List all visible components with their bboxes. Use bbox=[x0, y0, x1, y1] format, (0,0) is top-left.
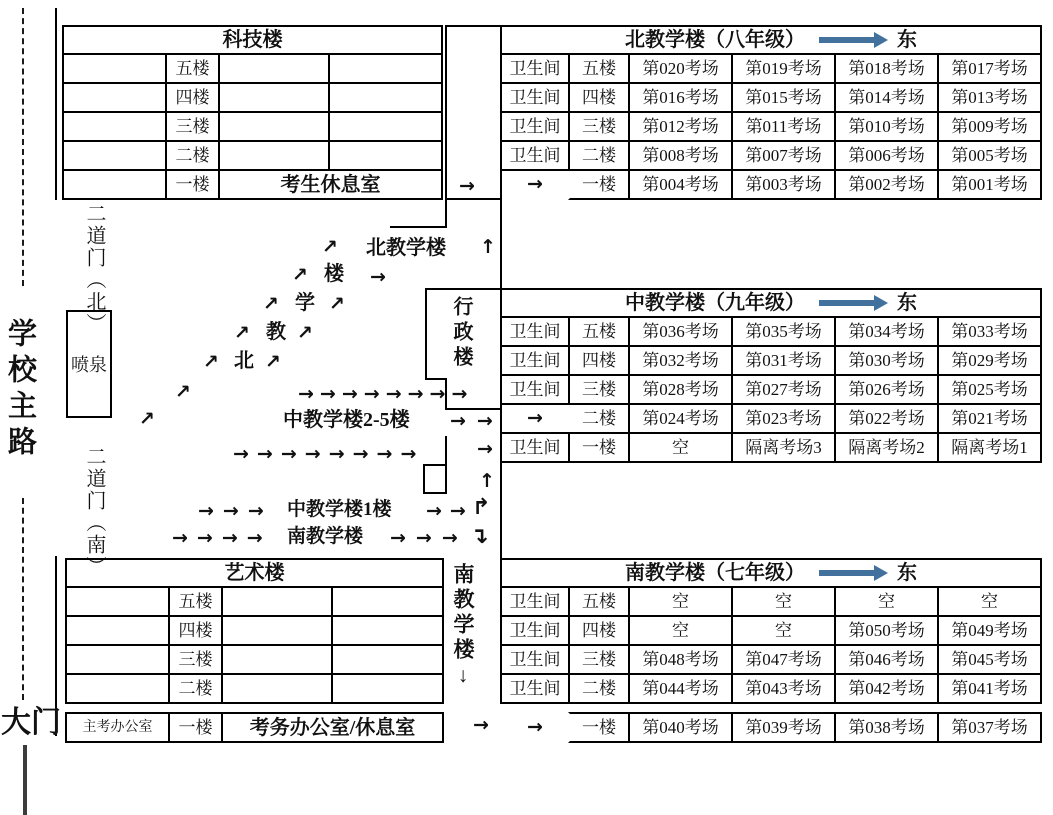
arrow-right-icon: → bbox=[441, 527, 458, 549]
arrow-right-icon: → bbox=[449, 500, 466, 522]
floor-label: 四楼 bbox=[168, 615, 223, 646]
exam-room-cell: 第049考场 bbox=[937, 615, 1042, 646]
floor-label: 五楼 bbox=[568, 586, 630, 617]
arrow-right-icon: → bbox=[233, 443, 249, 465]
east-direction-arrow bbox=[819, 37, 875, 43]
exam-room-cell: 第040考场 bbox=[628, 712, 733, 743]
exam-room-cell: 第027考场 bbox=[731, 374, 836, 405]
arrow-right-icon: → bbox=[341, 383, 358, 405]
middle-ground-approach-arrows bbox=[233, 445, 416, 464]
exam-room-cell: 空 bbox=[628, 586, 733, 617]
table-row bbox=[500, 140, 1042, 171]
exam-room-cell: 第012考场 bbox=[628, 111, 733, 142]
south-path-arrows-right bbox=[390, 529, 458, 548]
floor-label: 二楼 bbox=[168, 673, 223, 704]
floor-label: 五楼 bbox=[568, 53, 630, 84]
exam-room-cell: 第016考场 bbox=[628, 82, 733, 113]
floor-label: 三楼 bbox=[568, 111, 630, 142]
arrow-right-icon: → bbox=[527, 407, 543, 429]
admin-building-step-line bbox=[425, 378, 447, 380]
floor-label: 一楼 bbox=[568, 712, 630, 743]
middle-building-table bbox=[500, 288, 1042, 463]
arrow-right-icon: → bbox=[172, 527, 188, 549]
arrow-right-icon: → bbox=[400, 443, 417, 465]
corridor-line-short bbox=[445, 436, 447, 466]
table-row bbox=[62, 169, 443, 200]
tech-corridor-step bbox=[390, 198, 447, 228]
floor-label: 一楼 bbox=[165, 169, 220, 200]
art-building-table bbox=[65, 558, 444, 704]
exam-room-cell: 隔离考场1 bbox=[937, 432, 1042, 463]
exam-room-cell: 第043考场 bbox=[731, 673, 836, 704]
exam-room-cell: 第036考场 bbox=[628, 316, 733, 347]
table-row bbox=[500, 615, 1042, 646]
exam-room-cell: 第011考场 bbox=[731, 111, 836, 142]
table-row bbox=[500, 432, 1042, 463]
arrow-up-right-icon: ↗ bbox=[203, 351, 219, 373]
exam-room-cell: 第021考场 bbox=[937, 403, 1042, 434]
exam-room-cell: 第047考场 bbox=[731, 644, 836, 675]
arrow-right-icon: → bbox=[459, 175, 475, 197]
exam-room-cell: 第020考场 bbox=[628, 53, 733, 84]
road-edge-line-top bbox=[55, 8, 57, 200]
fountain-box bbox=[66, 310, 112, 418]
main-gate-label: 大门 bbox=[1, 706, 61, 739]
arrow-right-icon: → bbox=[477, 438, 493, 460]
floor-label: 二楼 bbox=[568, 673, 630, 704]
table-row bbox=[65, 644, 444, 675]
exam-room-cell: 第039考场 bbox=[731, 712, 836, 743]
art-building-ground-row bbox=[65, 712, 444, 743]
exam-room-cell: 第041考场 bbox=[937, 673, 1042, 704]
table-row bbox=[62, 140, 443, 171]
table-row bbox=[62, 111, 443, 142]
floor-label: 四楼 bbox=[568, 345, 630, 376]
toilet-label: 卫生间 bbox=[500, 586, 570, 617]
arrow-right-icon: → bbox=[527, 716, 543, 738]
art-building-title: 艺术楼 bbox=[65, 558, 444, 588]
north-path-label: 北教学楼 bbox=[366, 237, 446, 259]
exam-room-cell: 第009考场 bbox=[937, 111, 1042, 142]
arrow-right-icon: → bbox=[222, 500, 239, 522]
floor-label: 一楼 bbox=[168, 712, 223, 743]
floor-label: 三楼 bbox=[568, 644, 630, 675]
exam-room-cell: 第004考场 bbox=[628, 169, 733, 200]
south-path-label: 南教学楼 bbox=[287, 526, 364, 547]
exam-room-cell: 隔离考场3 bbox=[731, 432, 836, 463]
exam-room-cell: 第007考场 bbox=[731, 140, 836, 171]
exam-room-cell: 空 bbox=[937, 586, 1042, 617]
exam-room-cell: 第024考场 bbox=[628, 403, 733, 434]
exam-room-cell: 第030考场 bbox=[834, 345, 939, 376]
exam-room-cell: 第022考场 bbox=[834, 403, 939, 434]
floor-label: 二楼 bbox=[568, 140, 630, 171]
exam-room-cell: 第045考场 bbox=[937, 644, 1042, 675]
arrow-up-right-icon: ↗ bbox=[263, 293, 279, 315]
arrow-right-icon: → bbox=[304, 443, 321, 465]
toilet-label: 卫生间 bbox=[500, 316, 570, 347]
middle-building-title: 中教学楼（九年级） bbox=[625, 292, 805, 314]
table-row bbox=[500, 673, 1042, 704]
exam-room-cell: 第028考场 bbox=[628, 374, 733, 405]
exam-room-cell: 第044考场 bbox=[628, 673, 733, 704]
south-building-table bbox=[500, 558, 1042, 704]
exam-room-cell: 第050考场 bbox=[834, 615, 939, 646]
arrow-up-icon: ↑ bbox=[479, 470, 495, 492]
arrow-right-icon: → bbox=[429, 383, 446, 405]
east-label: 东 bbox=[897, 292, 917, 314]
exam-room-cell: 空 bbox=[628, 432, 733, 463]
table-row bbox=[62, 53, 443, 84]
north-path-char: 北 bbox=[234, 350, 254, 372]
arrow-right-icon: → bbox=[196, 527, 213, 549]
arrow-right-icon: → bbox=[352, 443, 369, 465]
arrow-right-icon: → bbox=[246, 527, 263, 549]
floor-label: 五楼 bbox=[165, 53, 220, 84]
arrow-up-right-icon: ↗ bbox=[329, 293, 345, 315]
arrow-right-icon: → bbox=[407, 383, 424, 405]
middle-building-upper-path-arrows bbox=[298, 385, 467, 404]
table-row bbox=[500, 53, 1042, 84]
exam-room-cell: 空 bbox=[731, 586, 836, 617]
tech-corridor-column bbox=[445, 25, 502, 200]
exam-room-cell: 空 bbox=[628, 615, 733, 646]
east-label: 东 bbox=[897, 562, 917, 584]
floor-label: 三楼 bbox=[165, 111, 220, 142]
exam-room-cell: 第005考场 bbox=[937, 140, 1042, 171]
middle-ground-path-arrows-right bbox=[426, 502, 466, 521]
exam-room-cell: 第018考场 bbox=[834, 53, 939, 84]
north-building-title: 北教学楼（八年级） bbox=[625, 29, 805, 51]
arrow-turn-up-icon: ↱ bbox=[472, 495, 491, 520]
arrow-up-right-icon: ↗ bbox=[292, 264, 308, 286]
toilet-label: 卫生间 bbox=[500, 673, 570, 704]
toilet-label: 卫生间 bbox=[500, 644, 570, 675]
table-row bbox=[500, 82, 1042, 113]
arrow-right-icon: → bbox=[221, 527, 238, 549]
floor-label: 二楼 bbox=[165, 140, 220, 171]
arrow-turn-down-icon: ↴ bbox=[470, 524, 489, 549]
exam-room-cell: 空 bbox=[731, 615, 836, 646]
fountain-label: 喷泉 bbox=[71, 355, 107, 375]
school-main-road-label: 学校主路 bbox=[4, 318, 36, 462]
arrow-right-icon: → bbox=[415, 527, 432, 549]
floor-label: 四楼 bbox=[165, 82, 220, 113]
middle-ground-path-label: 中教学楼1楼 bbox=[287, 499, 392, 520]
table-row bbox=[500, 111, 1042, 142]
exam-room-cell: 第031考场 bbox=[731, 345, 836, 376]
toilet-label: 卫生间 bbox=[500, 615, 570, 646]
exam-room-cell: 第048考场 bbox=[628, 644, 733, 675]
exam-room-cell: 第023考场 bbox=[731, 403, 836, 434]
middle-upper-entry-arrows bbox=[450, 412, 493, 431]
exam-room-cell: 第019考场 bbox=[731, 53, 836, 84]
table-row bbox=[500, 712, 1042, 743]
floor-label: 一楼 bbox=[568, 169, 630, 200]
floor-label: 三楼 bbox=[568, 374, 630, 405]
exam-room-cell: 第032考场 bbox=[628, 345, 733, 376]
exam-room-cell: 第017考场 bbox=[937, 53, 1042, 84]
toilet-label: 卫生间 bbox=[500, 53, 570, 84]
middle-ground-path-arrows-left bbox=[198, 502, 264, 521]
exam-room-cell: 第002考场 bbox=[834, 169, 939, 200]
exam-room-cell: 第026考场 bbox=[834, 374, 939, 405]
east-label: 东 bbox=[897, 29, 917, 51]
floor-label: 四楼 bbox=[568, 82, 630, 113]
table-row bbox=[500, 644, 1042, 675]
exam-room-cell: 第008考场 bbox=[628, 140, 733, 171]
east-direction-arrow bbox=[819, 570, 875, 576]
gate-road-line bbox=[23, 745, 27, 815]
arrow-right-icon: → bbox=[298, 383, 314, 405]
exam-room-cell: 第010考场 bbox=[834, 111, 939, 142]
arrow-right-icon: → bbox=[426, 500, 442, 522]
south-path-arrows-left bbox=[172, 529, 263, 548]
exam-room-cell: 第015考场 bbox=[731, 82, 836, 113]
arrow-right-icon: → bbox=[328, 443, 345, 465]
table-row bbox=[65, 586, 444, 617]
exam-room-cell: 第001考场 bbox=[937, 169, 1042, 200]
table-row bbox=[65, 615, 444, 646]
road-center-dashed-line-top bbox=[22, 8, 24, 286]
table-row bbox=[500, 345, 1042, 376]
arrow-up-right-icon: ↗ bbox=[297, 322, 313, 344]
arrow-right-icon: → bbox=[390, 527, 406, 549]
toilet-label: 卫生间 bbox=[500, 374, 570, 405]
exam-room-cell: 第038考场 bbox=[834, 712, 939, 743]
floor-label: 五楼 bbox=[568, 316, 630, 347]
second-gate-north-label: 二道门（北） bbox=[83, 203, 105, 335]
arrow-right-icon: → bbox=[370, 266, 386, 288]
table-row bbox=[65, 712, 444, 743]
arrow-right-icon: → bbox=[451, 383, 468, 405]
north-path-char: 楼 bbox=[324, 263, 344, 285]
exam-room-cell: 第014考场 bbox=[834, 82, 939, 113]
south-corridor-label: 南教学楼↓ bbox=[451, 563, 475, 691]
chief-examiner-office-label: 主考办公室 bbox=[65, 712, 170, 743]
arrow-up-icon: ↑ bbox=[480, 236, 496, 258]
exam-room-cell: 第033考场 bbox=[937, 316, 1042, 347]
arrow-up-right-icon: ↗ bbox=[265, 351, 281, 373]
arrow-right-icon: → bbox=[256, 443, 273, 465]
exam-room-cell: 第025考场 bbox=[937, 374, 1042, 405]
table-row bbox=[500, 374, 1042, 405]
second-gate-south-label: 二道门（南） bbox=[83, 446, 105, 578]
north-path-char: 教 bbox=[266, 321, 286, 343]
exam-room-cell: 第034考场 bbox=[834, 316, 939, 347]
arrow-up-right-icon: ↗ bbox=[234, 322, 250, 344]
toilet-label: 卫生间 bbox=[500, 345, 570, 376]
arrow-right-icon: → bbox=[385, 383, 402, 405]
arrow-up-right-icon: ↗ bbox=[175, 381, 191, 403]
exam-room-cell: 第046考场 bbox=[834, 644, 939, 675]
floor-label: 五楼 bbox=[168, 586, 223, 617]
arrow-right-icon: → bbox=[527, 173, 543, 195]
south-building-title: 南教学楼（七年级） bbox=[625, 562, 805, 584]
exam-room-cell: 第042考场 bbox=[834, 673, 939, 704]
table-row bbox=[500, 316, 1042, 347]
exam-office-label: 考务办公室/休息室 bbox=[221, 712, 444, 743]
middle-path-upper-label: 中教学楼2-5楼 bbox=[283, 409, 410, 431]
table-row bbox=[65, 673, 444, 704]
exam-room-cell: 第029考场 bbox=[937, 345, 1042, 376]
exam-room-cell: 第003考场 bbox=[731, 169, 836, 200]
road-center-dashed-line-bottom bbox=[22, 498, 24, 700]
floor-label: 三楼 bbox=[168, 644, 223, 675]
toilet-label: 卫生间 bbox=[500, 82, 570, 113]
arrow-up-right-icon: ↗ bbox=[322, 236, 338, 258]
floor-label: 四楼 bbox=[568, 615, 630, 646]
north-path-char: 学 bbox=[295, 292, 315, 314]
arrow-right-icon: → bbox=[376, 443, 393, 465]
stair-box bbox=[423, 464, 447, 494]
exam-room-cell: 空 bbox=[834, 586, 939, 617]
corridor-line-upper bbox=[500, 196, 502, 290]
exam-room-cell: 第013考场 bbox=[937, 82, 1042, 113]
arrow-right-icon: → bbox=[198, 500, 214, 522]
arrow-right-icon: → bbox=[280, 443, 297, 465]
admin-building-label: 行政楼 bbox=[450, 296, 472, 371]
toilet-label: 卫生间 bbox=[500, 432, 570, 463]
south-building-ground-row bbox=[500, 712, 1042, 743]
candidate-rest-room-label: 考生休息室 bbox=[218, 169, 443, 200]
exam-room-cell: 第006考场 bbox=[834, 140, 939, 171]
toilet-label: 卫生间 bbox=[500, 140, 570, 171]
exam-room-cell: 第037考场 bbox=[937, 712, 1042, 743]
arrow-right-icon: → bbox=[473, 714, 489, 736]
table-row bbox=[500, 586, 1042, 617]
floor-label: 一楼 bbox=[568, 432, 630, 463]
arrow-right-icon: → bbox=[450, 410, 466, 432]
tech-building-table bbox=[62, 25, 443, 200]
east-direction-arrow bbox=[819, 300, 875, 306]
table-row bbox=[62, 82, 443, 113]
arrow-right-icon: → bbox=[319, 383, 336, 405]
exam-room-cell: 隔离考场2 bbox=[834, 432, 939, 463]
table-row bbox=[500, 403, 1042, 434]
tech-building-title: 科技楼 bbox=[62, 25, 443, 55]
arrow-up-right-icon: ↗ bbox=[139, 408, 155, 430]
floor-label: 二楼 bbox=[568, 403, 630, 434]
toilet-label: 卫生间 bbox=[500, 111, 570, 142]
arrow-right-icon: → bbox=[476, 410, 493, 432]
table-row bbox=[500, 169, 1042, 200]
north-building-table bbox=[500, 25, 1042, 200]
exam-room-cell: 第035考场 bbox=[731, 316, 836, 347]
arrow-right-icon: → bbox=[363, 383, 380, 405]
arrow-right-icon: → bbox=[247, 500, 264, 522]
